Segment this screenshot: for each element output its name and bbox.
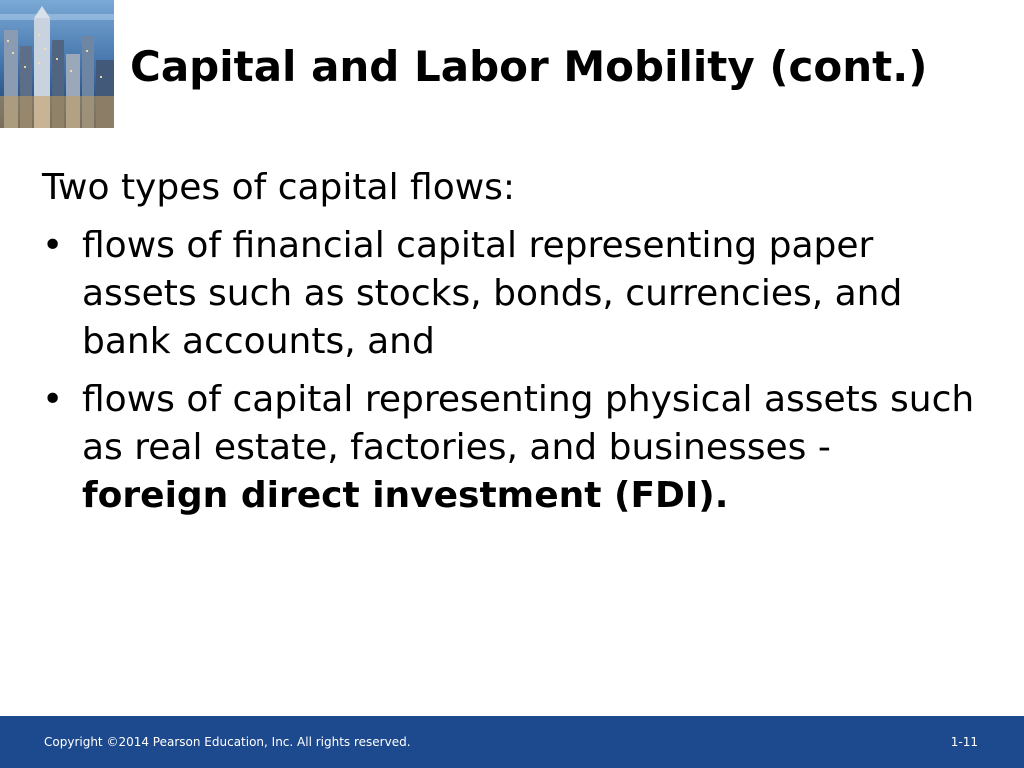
slide-body [42, 164, 982, 530]
bullet-physical-capital [42, 376, 982, 520]
bullet-list [42, 222, 982, 520]
slide-number: 1-11 [950, 735, 978, 749]
bullet-text: flows of financial capital representing paper assets such as stocks, bonds, currencies, and bank accounts, and [82, 225, 903, 362]
intro-text: Two types of capital flows: [42, 167, 516, 208]
copyright-notice: Copyright ©2014 Pearson Education, Inc. All rights reserved. [44, 735, 411, 749]
bullet-financial-capital [42, 222, 982, 366]
city-skyline-photo [0, 0, 114, 128]
bullet-text: flows of capital representing physical assets such as real estate, factories, and businesses - [82, 379, 975, 468]
slide-title: Capital and Labor Mobility (cont.) [130, 42, 928, 91]
fdi-emphasis: foreign direct investment (FDI). [82, 475, 729, 516]
bullet-icon: • [42, 379, 64, 420]
footer-bar [0, 716, 1024, 768]
bullet-icon: • [42, 225, 64, 266]
